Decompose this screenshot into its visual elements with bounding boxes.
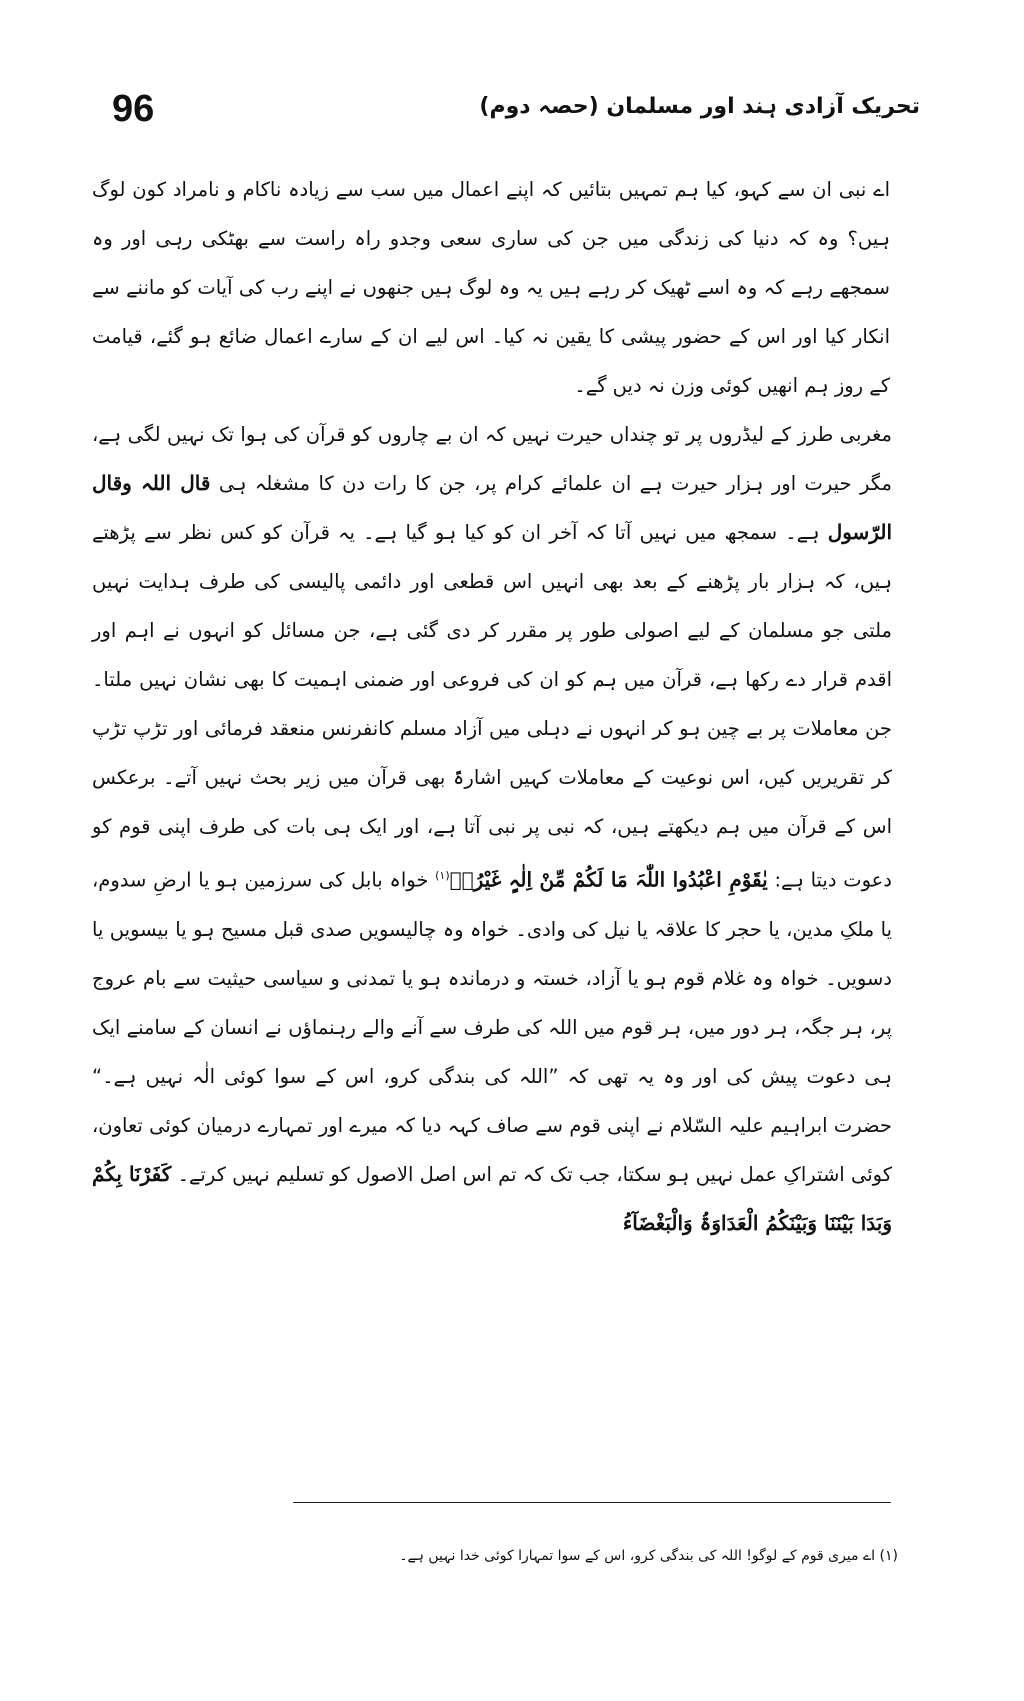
arabic-verse-end: کَفَرْنَا بِکُمْ وَبَدَا بَیْنَنَا وَبَیْنَکُمُ الْعَدَاوَۃُ وَالْبَغْضَآءُ — [92, 1161, 892, 1235]
footnote — [399, 1548, 898, 1564]
body-text — [92, 165, 892, 1248]
page-header — [100, 88, 920, 138]
running-title: تحریک آزادی ہند اور مسلمان (حصہ دوم) — [479, 94, 920, 119]
footnote-divider — [293, 1502, 891, 1503]
translation-quote: اے نبی ان سے کہو، کیا ہم تمہیں بتائیں کہ اپنے اعمال میں سب سے زیادہ ناکام و نامراد کون لوگ ہیں؟ وہ کہ دنیا کی زندگی میں جن کی ساری سعی وجدو راہ راست سے بھٹکی رہی اور وہ سمجھے رہے کہ وہ اسے ٹھیک کر رہے ہیں یہ وہ لوگ ہیں جنھوں نے اپنے رب کی آیات کو ماننے سے انکار کیا اور اس کے حضور پیشی کا یقین نہ کیا۔ اس لیے ان کے سارے اعمال ضائع ہو گئے، قیامت کے روز ہم انھیں کوئی وزن نہ دیں گے۔ — [92, 178, 890, 397]
paragraph-end: خواہ بابل کی سرزمین ہو یا ارضِ سدوم، یا ملکِ مدین، یا حجر کا علاقہ یا نیل کی وادی۔ خواہ وہ چالیسویں صدی قبل مسیح ہو یا بیسویں یا دسویں۔ خواہ وہ غلام قوم ہو یا آزاد، خستہ و درماندہ ہو یا تمدنی و سیاسی حیثیت سے بام عروج پر، ہر جگہ، ہر دور میں، ہر قوم میں اللہ کی طرف سے آنے والے رہنماؤں نے انسان کے سامنے ایک ہی دعوت پیش کی اور وہ یہ تھی کہ ”اللہ کی بندگی کرو، اس کے سوا کوئی الٰہ نہیں ہے۔“ حضرت ابراہیم علیہ السّلام نے اپنی قوم سے صاف کہہ دیا کہ میرے اور تمہارے درمیان کوئی تعاون، کوئی اشتراکِ عمل نہیں ہو سکتا، جب تک کہ تم اس اصل الاصول کو تسلیم نہیں کرتے۔ — [92, 868, 893, 1186]
paragraph-start: مغربی طرز کے لیڈروں پر تو چنداں حیرت نہیں کہ ان بے چاروں کو قرآن کی ہوا تک نہیں لگی ہے، مگر حیرت اور ہزار حیرت ہے ان علمائے کرام پر، جن کا رات دن کا مشغلہ ہی — [92, 423, 892, 495]
paragraph-continuation: ہے۔ سمجھ میں نہیں آتا کہ آخر ان کو کیا ہو گیا ہے۔ یہ قرآن کو کس نظر سے پڑھتے ہیں، کہ ہزار بار پڑھنے کے بعد بھی انہیں اس قطعی اور دائمی پالیسی کی طرف ہدایت نہیں ملتی جو مسلمان کے لیے اصولی طور پر مقرر کر دی گئی ہے، جن مسائل کو انہوں نے اہم اور اقدم قرار دے رکھا ہے، قرآن میں ہم کو ان کی فروعی اور ضمنی اہمیت کا بھی نشان نہیں ملتا۔ جن معاملات پر بے چین ہو کر انہوں نے دہلی میں آزاد مسلم کانفرنس منعقد فرمائی اور تڑپ تڑپ کر تقریریں کیں، اس نوعیت کے معاملات کہیں اشارۃً بھی قرآن میں زیر بحث نہیں آتے۔ برعکس اس کے قرآن میں ہم دیکھتے ہیں، کہ نبی پر نبی آتا ہے، اور ایک ہی بات کی طرف اپنی قوم کو دعوت دیتا ہے: — [92, 521, 892, 892]
footnote-marker: (۱) — [879, 1548, 898, 1564]
arabic-verse: یٰقَوْمِ اعْبُدُوا اللّٰہَ مَا لَکُمْ مِّنْ اِلٰہٍ غَیْرُہٗ — [449, 867, 768, 892]
main-paragraph — [92, 410, 892, 1248]
page-number: 96 — [112, 88, 155, 130]
footnote-reference: (۱) — [435, 869, 450, 882]
footnote-text: اے میری قوم کے لوگو! اللہ کی بندگی کرو، اس کے سوا تمہارا کوئی خدا نہیں ہے۔ — [399, 1548, 876, 1564]
arabic-phrase: قال اللہ وقال الرّسول — [92, 471, 892, 544]
